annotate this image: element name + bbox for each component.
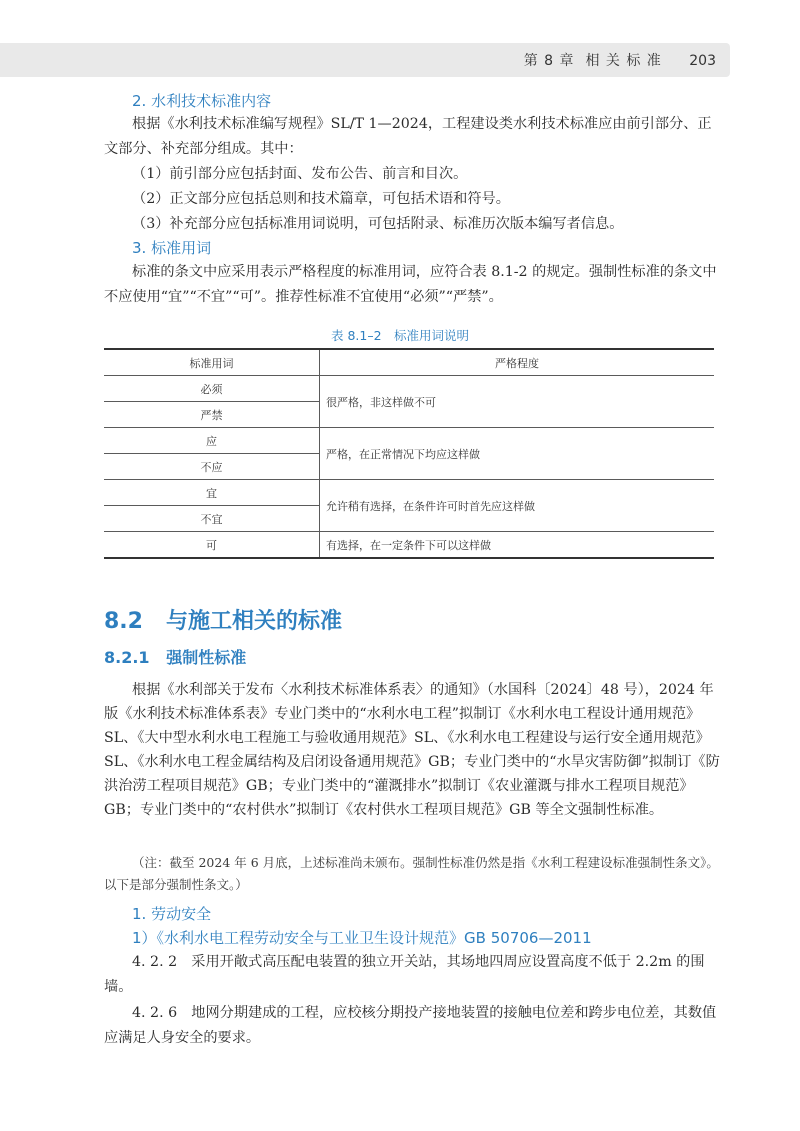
paragraph-mandatory-standards: 根据《水利部关于发布〈水利技术标准体系表〉的通知》（水国科〔2024〕48 号），2024 年版《水利技术标准体系表》专业门类中的“水利水电工程”拟制订《水利水电工程设计通用规范》SL、《大中型水利水电工程施工与验收通用规范》SL、《水利水电工程建设与运行安全通用规范》SL、《水利水电工程金属结构及启闭设备通用规范》GB；专业门类中的“水旱灾害防御”拟制订《防洪治涝工程项目规范》GB；专业门类中的“灌溉排水”拟制订《农业灌溉与排水工程项目规范》GB；专业门类中的“农村供水”拟制订《农村供水工程项目规范》GB 等全文强制性标准。 [104, 682, 720, 818]
subsection-number: 8.2.1 [104, 648, 150, 667]
heading-tech-standard-content: 2. 水利技术标准内容 [132, 92, 272, 110]
term-cell: 严禁 [104, 402, 320, 428]
table-header-row [104, 349, 714, 376]
subsection-8-2-1-heading [104, 645, 246, 668]
section-8-2-heading [104, 604, 342, 635]
heading-labor-safety: 1. 劳动安全 [132, 905, 212, 923]
list-item: （1）前引部分应包括封面、发布公告、前言和目次。 [132, 166, 468, 182]
section-title: 与施工相关的标准 [165, 609, 342, 634]
column-header-term: 标准用词 [104, 349, 320, 376]
chapter-title [524, 53, 668, 69]
term-cell: 不宜 [104, 506, 320, 532]
clause-4-2-6: 4. 2. 6 地网分期建成的工程，应校核分期投产接地装置的接触电位差和跨步电位差，其数值应满足人身安全的要求。 [104, 1005, 717, 1046]
level-cell: 严格，在正常情况下均应这样做 [320, 428, 715, 480]
column-header-level: 严格程度 [320, 349, 715, 376]
paragraph-standard-terms: 标准的条文中应采用表示严格程度的标准用词，应符合表 8.1-2 的规定。强制性标准的条文中不应使用“宜”“不宜”“可”。推荐性标准不宜使用“必须”“严禁”。 [104, 264, 717, 305]
term-cell: 应 [104, 428, 320, 454]
chapter-label: 第 8 章 [523, 53, 575, 69]
page-number: 203 [689, 53, 716, 69]
table-row [104, 532, 714, 559]
section-number: 8.2 [104, 609, 143, 634]
term-cell: 不应 [104, 454, 320, 480]
table-caption: 表 8.1–2 标准用词说明 [330, 328, 470, 343]
paragraph-tech-standard-content: 根据《水利技术标准编写规程》SL/T 1—2024，工程建设类水利技术标准应由前引部分、正文部分、补充部分组成。其中： [104, 116, 712, 157]
level-cell: 有选择，在一定条件下可以这样做 [320, 532, 715, 559]
term-cell: 可 [104, 532, 320, 559]
standard-terms-table [104, 348, 714, 559]
page-header [524, 50, 716, 70]
list-item: （3）补充部分应包括标准用词说明，可包括附录、标准历次版本编写者信息。 [132, 216, 624, 232]
chapter-name: 相 关 标 准 [585, 53, 662, 69]
heading-standard-gb50706: 1）《水利水电工程劳动安全与工业卫生设计规范》GB 50706—2011 [132, 929, 592, 947]
clause-4-2-2: 4. 2. 2 采用开敞式高压配电装置的独立开关站，其场地四周应设置高度不低于 2.2m 的围墙。 [104, 954, 705, 995]
note-paragraph: （注：截至 2024 年 6 月底，上述标准尚未颁布。强制性标准仍然是指《水利工程建设标准强制性条文》。以下是部分强制性条文。） [104, 855, 719, 892]
list-item: （2）正文部分应包括总则和技术篇章，可包括术语和符号。 [132, 191, 510, 207]
term-cell: 宜 [104, 480, 320, 506]
table-row [104, 428, 714, 454]
level-cell: 允许稍有选择，在条件许可时首先应这样做 [320, 480, 715, 532]
term-cell: 必须 [104, 376, 320, 402]
level-cell: 很严格，非这样做不可 [320, 376, 715, 428]
subsection-title: 强制性标准 [166, 648, 247, 667]
heading-standard-terms: 3. 标准用词 [132, 239, 212, 257]
table-row [104, 376, 714, 402]
table-row [104, 480, 714, 506]
